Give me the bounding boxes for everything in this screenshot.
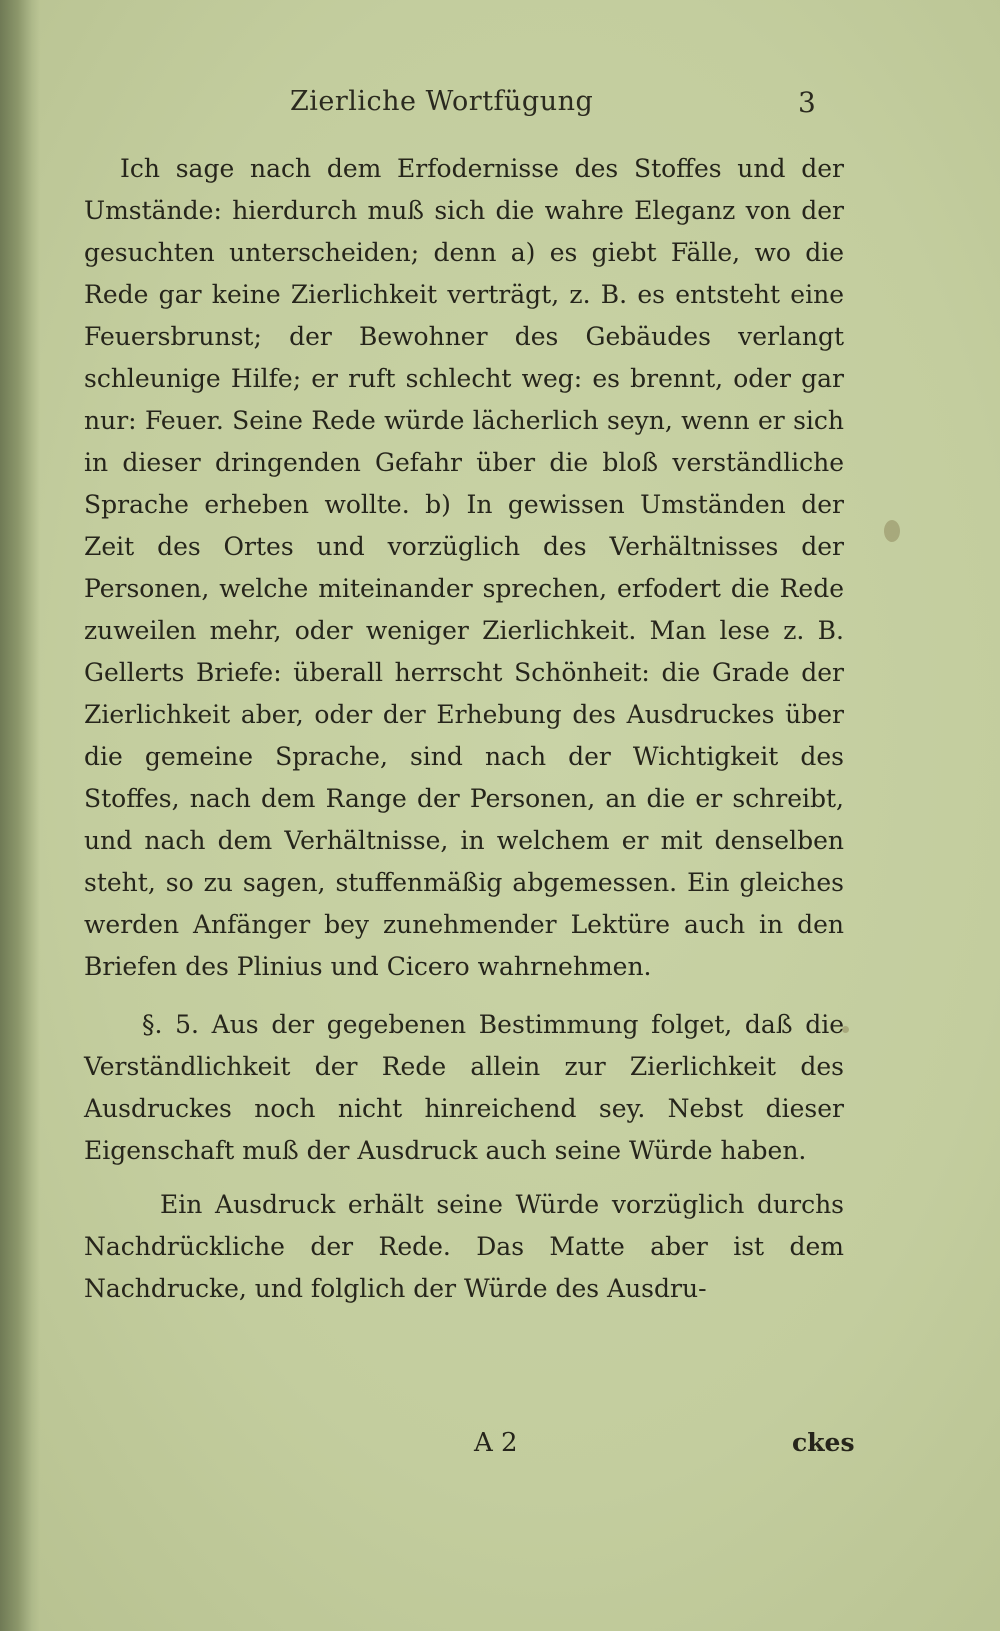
body-text bbox=[84, 148, 844, 1310]
signature-mark: A 2 bbox=[474, 1428, 518, 1458]
paragraph: §. 5. Aus der gegebenen Bestimmung folget, daß die Verständlichkeit der Rede allein zur Zierlichkeit des Ausdruckes noch nicht hinreichend sey. Nebst dieser Eigenschaft muß der Ausdruck auch seine Würde haben. bbox=[84, 1010, 844, 1165]
page-gutter-shadow bbox=[0, 0, 40, 1631]
running-title: Zierliche Wortfügung bbox=[290, 86, 594, 117]
paragraph: Ich sage nach dem Erfodernisse des Stoffes und der Umstände: hierdurch muß sich die wahre Eleganz von der gesuchten unterscheiden; denn a) es giebt Fälle, wo die Rede gar keine Zierlichkeit verträgt, z. B. es entsteht eine Feuersbrunst; der Bewohner des Gebäudes verlangt schleunige Hilfe; er ruft schlecht weg: es brennt, oder gar nur: Feuer. Seine Rede würde lächerlich seyn, wenn er sich in dieser dringenden Gefahr über die bloß verständliche Sprache erheben wollte. b) In gewissen Umständen der Zeit des Ortes und vorzüglich des Verhältnisses der Personen, welche miteinander sprechen, erfodert die Rede zuweilen mehr, oder weniger Zierlichkeit. Man lese z. B. Gellerts Briefe: überall herrscht Schönheit: die Grade der Zierlichkeit aber, oder der Erhebung des Ausdruckes über die gemeine Sprache, sind nach der Wichtigkeit des Stoffes, nach dem Range der Personen, an die er schreibt, und nach dem Verhältnisse, in welchem er mit denselben steht, so zu sagen, stuffenmäßig abgemessen. Ein gleiches werden Anfänger bey zunehmender Lektüre auch in den Briefen des Plinius und Cicero wahrnehmen. bbox=[84, 154, 844, 981]
page-number: 3 bbox=[798, 86, 816, 119]
foxing-spot bbox=[884, 520, 900, 542]
paragraph: Ein Ausdruck erhält seine Würde vorzüglich durchs Nachdrückliche der Rede. Das Matte aber ist dem Nachdrucke, und folglich der Würde des Ausdru- bbox=[84, 1190, 844, 1303]
catchword: ckes bbox=[792, 1428, 855, 1457]
